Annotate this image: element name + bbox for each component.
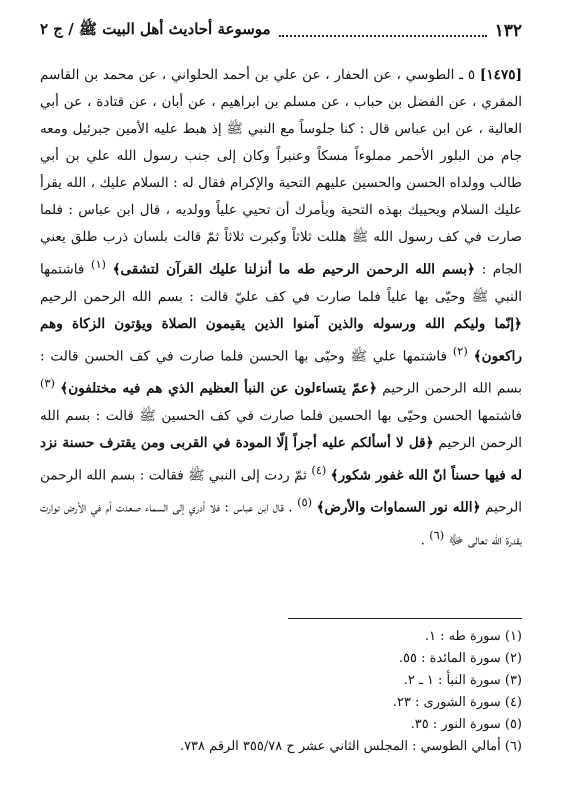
running-title: موسوعة أحاديث أهل البيت ﷺ / ج ٢ [40,20,271,38]
footnote-1: (١) سورة طه : ١. [424,629,522,644]
hadith-paragraph-5: ثمّ ردت إلى النبي ﷺ فقالت : بسم الله الرحمن الرحيم [40,467,523,516]
footnote-ref-5[interactable]: (٥) [297,495,313,510]
hadith-paragraph-3: فاشتمها علي ﷺ وحيّى بها الحسن فلما صارت في كف الحسن قالت : بسم الله الرحمن الرحيم [40,348,522,397]
header-dotted-leader [279,25,487,37]
footnote-ref-6[interactable]: (٦) [429,527,445,542]
quran-quote-2: ﴿إنّما وليكم الله ورسوله والذين آمنوا الذين يقيمون الصلاة ويؤتون الزكاة وهم راكعون﴾ [40,315,523,365]
page-header [40,18,522,44]
quran-quote-1: ﴿بسم الله الرحمن الرحيم طه ما أنزلنا عليك القرآن لتشقى﴾ [112,261,475,278]
footnote-6: (٦) أمالي الطوسي : المجلس الثاني عشر ح ٣٥٥/٧٨ الرقم ٧٣٨. [179,739,522,754]
footnote-ref-1[interactable]: (١) [91,257,106,271]
footnote-ref-4[interactable]: (٤) [311,462,327,477]
footnotes [40,626,522,758]
footnote-ref-2[interactable]: (٢) [452,343,468,358]
footnote-5: (٥) سورة النور : ٣٥. [410,717,522,732]
quran-quote-3: ﴿عمّ يتساءلون عن النبأ العظيم الذي هم فيه مختلفون﴾ [60,380,377,397]
closing-period: . [420,532,425,549]
footnote-2: (٢) سورة المائدة : ٥٥. [398,651,522,666]
hadith-text [40,62,522,554]
footnote-4: (٤) سورة الشورى : ٢٣. [392,695,522,710]
quran-quote-5: ﴿الله نور السماوات والأرض﴾ [316,499,481,516]
hadith-number: [١٤٧٥] [479,67,522,83]
footnote-separator [288,618,522,619]
footnote-3: (٣) سورة النبأ : ١ ـ ٢. [403,673,522,688]
hadith-paragraph-2: فاشتمها النبي ﷺ وحيّى بها علياً فلما صارت في كف عليّ قالت : بسم الله الرحمن الرحيم [40,261,522,305]
footnote-ref-3[interactable]: (٣) [40,376,55,391]
hadith-paragraph-6: . قال ابن عباس : فلا أدري إلى السماء صعدت أم في الأرض توارت بقدرة الله تعالى ﷻ [40,499,522,549]
hadith-paragraph-4: فاشتمها الحسن وحيّى بها الحسين فلما صارت في كف الحسين ﷺ قالت : بسم الله الرحمن الرحيم [40,407,522,451]
page-number: ١٣٢ [494,21,522,41]
quran-quote-4: ﴿قل لا أسألكم عليه أجراً إلّا المودة في القربى ومن يقترف حسنة نزد له فيها حسناً انّ الله غفور شكور﴾ [40,434,522,484]
hadith-paragraph-1: ٥ ـ الطوسي ، عن الحفار ، عن علي بن أحمد الحلواني ، عن محمد بن القاسم المقري ، عن الفضل بن حباب ، عن مسلم بن ابراهيم ، عن أبان ، عن قتادة ، عن أبي العالية ، عن ابن عباس قال : كنا جلوساً مع النبي ﷺ إذ هبط عليه الأمين جبرئيل ومعه جام من البلور الأحمر مملوءاً مسكاً وعنبراً وكان إلى جنب رسول الله علي بن أبي طالب وولداه الحسن والحسين عليهم التحية والإكرام فقال له : السلام عليك ، الله يقرأ عليك السلام ويحييك بهذه التحية ويأمرك أن تحيي علياً وولديه ، قال ابن عباس : فلما صارت في كف رسول الله ﷺ هللت ثلاثاً وكبرت ثلاثاً ثمّ قالت بلسان ذرب طلق يعني الجام : [40,67,523,278]
